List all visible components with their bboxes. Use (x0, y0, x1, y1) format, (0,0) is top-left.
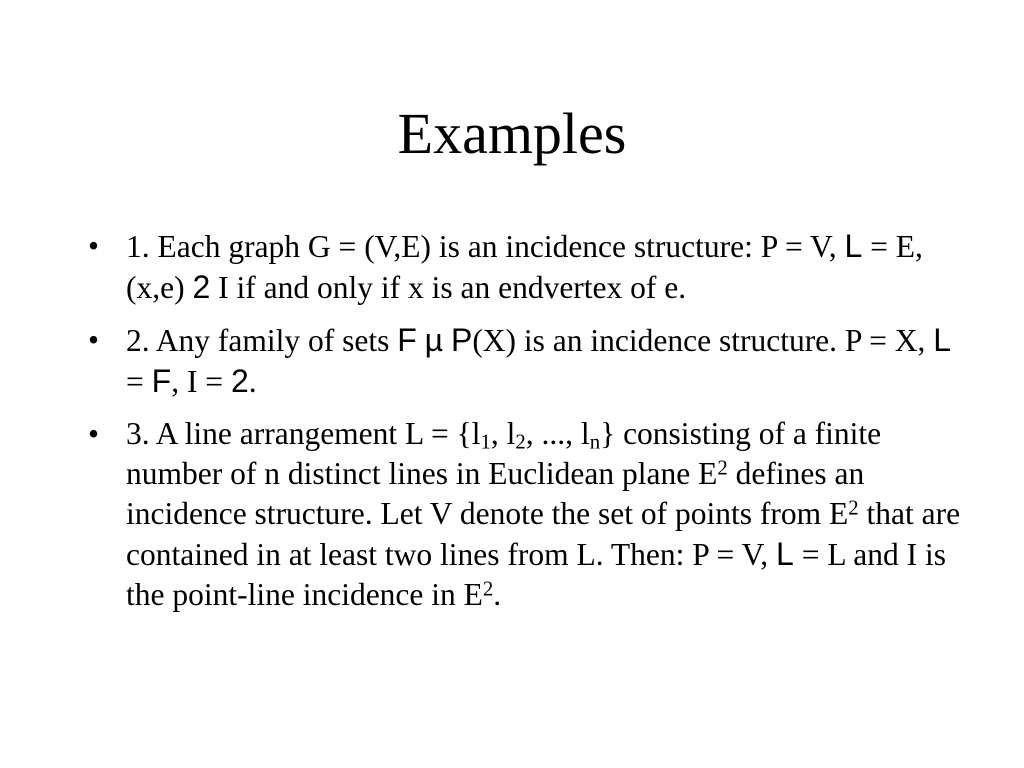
item1-text-b: = E, (x,e) (126, 229, 923, 305)
bullet-icon: • (88, 322, 100, 357)
bullet-icon: • (88, 416, 100, 451)
item3-sub-1: 1 (480, 430, 491, 454)
item3-text-d: } consisting of a finite number of n distinct lines in Euclidean plane E (126, 416, 882, 491)
item3-text-c: , ..., l (525, 416, 590, 451)
item3-sub-n: n (589, 430, 601, 454)
item3-text-g: = L and I is the point-line incidence in E (126, 537, 947, 612)
item3-sup-2: 2 (848, 496, 859, 520)
item1-text-c: I if and only if x is an endvertex of e. (210, 270, 687, 305)
item3-text-a: 3. A line arrangement L = {l (126, 416, 481, 451)
item1-text-a: 1. Each graph G = (V,E) is an incidence structure: P = V, (126, 229, 845, 264)
bullet-item-3 (88, 414, 968, 615)
bullet-icon: • (88, 228, 100, 263)
item2-symbol-f2: F (151, 363, 172, 399)
item2-symbol-in: 2 (230, 363, 249, 399)
bullet-list (88, 226, 968, 627)
item3-symbol-l: L (776, 536, 794, 572)
item2-text-d: , I = (171, 364, 231, 399)
item3-text-b: , l (490, 416, 516, 451)
item2-symbol-f: F (397, 322, 417, 358)
item2-symbol-l: L (933, 322, 952, 358)
item2-symbol-subset: µ (424, 322, 444, 358)
item2-text-e: . (248, 364, 257, 399)
slide-title: Examples (397, 101, 627, 166)
item2-text-c: = (126, 364, 152, 399)
item1-symbol-l: L (844, 228, 863, 264)
item2-symbol-powerset: P (450, 322, 473, 358)
bullet-item-1 (88, 226, 968, 308)
item3-text-h: . (493, 577, 502, 612)
item3-sup-3: 2 (482, 577, 494, 601)
item2-text-a: 2. Any family of sets (126, 323, 398, 358)
bullet-item-2 (88, 320, 968, 402)
item2-text-b: (X) is an incidence structure. P = X, (472, 323, 934, 358)
item3-sub-2: 2 (515, 430, 526, 454)
item1-symbol-in: 2 (192, 269, 211, 305)
item3-text-e: defines an incidence structure. Let V denote the set of points from E (126, 456, 865, 531)
item3-sup-1: 2 (717, 456, 728, 480)
item3-text-f: that are contained in at least two lines from L. Then: P = V, (126, 496, 961, 572)
